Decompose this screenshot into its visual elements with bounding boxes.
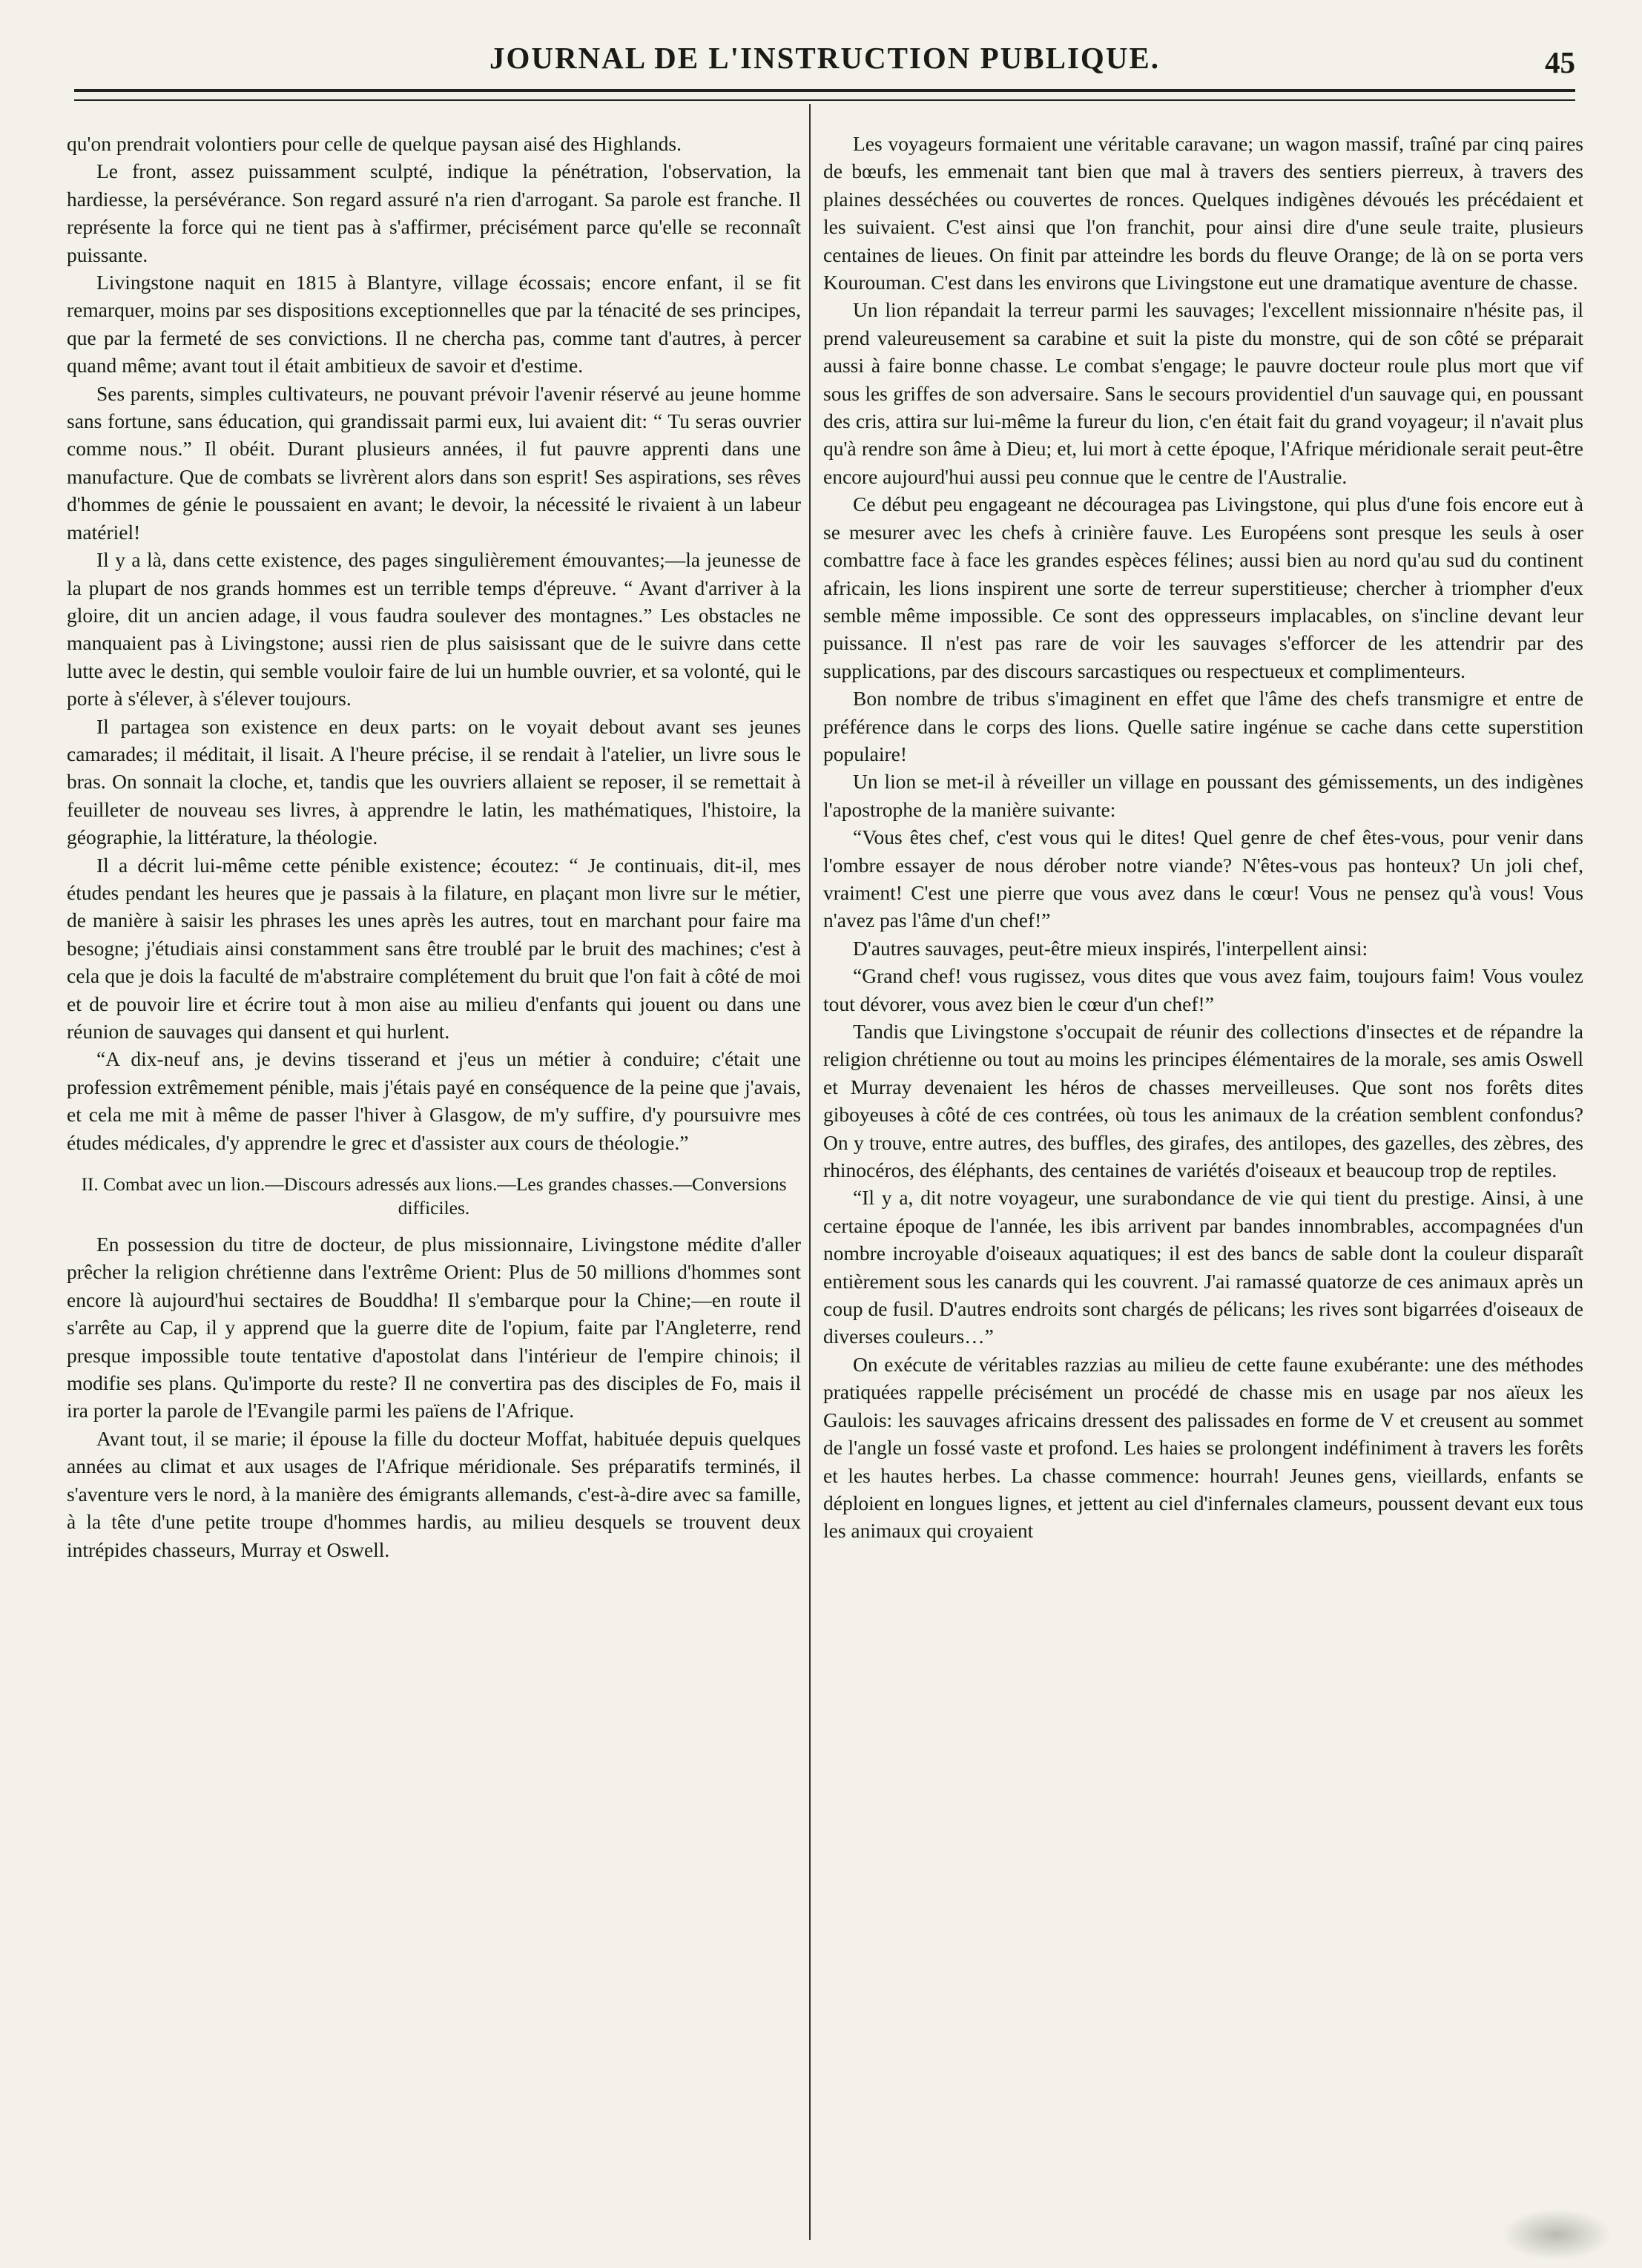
page-number: 45	[1545, 45, 1575, 79]
paragraph: “A dix-neuf ans, je devins tisserand et j'eus un métier à conduire; c'était une profession extrêmement pénible, mais j'étais payé en conséquence de la peine que j'avais, et cela me mit à même de passer l'hiver à Glasgow, de m'y suffire, d'y poursuivre mes études médicales, d'y apprendre le grec et d'assister aux cours de théologie.”	[67, 1047, 801, 1154]
paragraph: Tandis que Livingstone s'occupait de réunir des collections d'insectes et de répandre la religion chrétienne ou tout au moins les principes élémentaires de la morale, ses amis Oswell et Murray devenaient les héros de chasses merveilleuses. Que sont nos forêts dites giboyeuses à côté de ces contrées, où tous les animaux de la création semblent confondus? On y trouve, entre autres, des buffles, des girafes, des antilopes, des gazelles, des zèbres, des rhinocéros, des éléphants, des centaines de variétés d'oiseaux et beaucoup trop de reptiles.	[823, 1020, 1583, 1182]
paragraph: Livingstone naquit en 1815 à Blantyre, village écossais; encore enfant, il se fit remarquer, moins par ses dispositions exceptionnelles que par la ténacité de ses principes, que par la fermeté de ses convictions. Il ne chercha pas, comme tant d'autres, à percer quand même; avant tout il était ambitieux de savoir et d'estime.	[67, 271, 801, 378]
paragraph: Un lion répandait la terreur parmi les sauvages; l'excellent missionnaire n'hésite pas, il prend valeureusement sa carabine et suit la piste du monstre, qui de son côté se préparait aussi à faire bonne chasse. Le combat s'engage; le pauvre docteur roule plus mort que vif sous les griffes de son adversaire. Sans le secours providentiel d'un sauvage qui, en poussant des cris, attira sur lui-même la fureur du lion, c'en était fait du grand voyageur; il n'avait plus qu'à rendre son âme à Dieu; et, lui mort à cette époque, l'Afrique méridionale serait peut-être encore aujourd'hui aussi peu connue que le centre de l'Australie.	[823, 298, 1583, 488]
paragraph: Un lion se met-il à réveiller un village en poussant des gémissements, un des indigènes l'apostrophe de la manière suivante:	[823, 770, 1583, 821]
paragraph: Le front, assez puissamment sculpté, indique la pénétration, l'observation, la hardiesse, la persévérance. Son regard assuré n'a rien d'arrogant. Sa parole est franche. Il représente la force qui ne tient pas à s'affirmer, précisément parce qu'elle se reconnaît puissante.	[67, 159, 801, 266]
section-heading: II. Combat avec un lion.—Discours adressés aux lions.—Les grandes chasses.—Conversions difficiles.	[81, 1173, 787, 1219]
right-column	[823, 130, 1583, 1545]
paragraph: Ce début peu engageant ne découragea pas Livingstone, qui plus d'une fois encore eut à se mesurer avec les chefs à crinière fauve. Les Européens sont presque les seuls à oser combattre face à face les grandes espèces félines; aussi bien au nord qu'au sud du continent africain, les lions inspirent une sorte de terreur superstitieuse; chercher à triompher d'eux semble même impossible. Ce sont des oppresseurs implacables, on s'incline devant leur puissance. Il n'est pas rare de voir les sauvages s'efforcer de les attendrir par des supplications, par des discours sarcastiques ou respectueux et complimenteurs.	[823, 492, 1583, 682]
page-header	[67, 30, 1583, 82]
left-column	[67, 130, 801, 1563]
header-rule-thick	[74, 89, 1575, 92]
paragraph: On exécute de véritables razzias au milieu de cette faune exubérante: une des méthodes pratiquées rappelle précisément un procédé de chasse mis en usage par nos aïeux les Gaulois: les sauvages africains dressent des palissades en forme de V et creusent au sommet de l'angle un fossé vaste et profond. Les haies se prolongent indéfiniment à travers les forêts et les hautes herbes. La chasse commence: hourrah! Jeunes gens, vieillards, enfants se déploient en longues lignes, et jettent au ciel d'infernales clameurs, poussent devant eux tous les animaux qui croyaient	[823, 1352, 1583, 1543]
paragraph: Il partagea son existence en deux parts: on le voyait debout avant ses jeunes camarades; il méditait, il lisait. A l'heure précise, il se rendait à l'atelier, un livre sous le bras. On sonnait la cloche, et, tandis que les ouvriers allaient se reposer, il se remettait à feuilleter de nouveau ses livres, à apprendre le latin, les mathématiques, l'histoire, la géographie, la littérature, la théologie.	[67, 714, 801, 849]
paragraph: Les voyageurs formaient une véritable caravane; un wagon massif, traîné par cinq paires de bœufs, les emmenait tant bien que mal à travers des sentiers pierreux, à travers des plaines desséchées ou couvertes de ronces. Quelques indigènes dévoués les précédaient et les suivaient. C'est ainsi que l'on franchit, pour ainsi dire d'une seule traite, plusieurs centaines de lieues. On finit par atteindre les bords du fleuve Orange; de là on se porta vers Kourouman. C'est dans les environs que Livingstone eut une dramatique aventure de chasse.	[823, 132, 1583, 294]
paragraph: D'autres sauvages, peut-être mieux inspirés, l'interpellent ainsi:	[853, 936, 1368, 960]
paragraph: Il y a là, dans cette existence, des pages singulièrement émouvantes;—la jeunesse de la plupart de nos grands hommes est un terrible temps d'épreuve. “ Avant d'arriver à la gloire, dit un ancien adage, il vous faudra soulever des montagnes.” Les obstacles ne manquaient pas à Livingstone; aussi rien de plus saisissant que de le suivre dans cette lutte avec le destin, qui semble vouloir faire de lui un humble ouvrier, et sa volonté, qui le porte à s'élever, à s'élever toujours.	[67, 548, 801, 711]
paragraph: En possession du titre de docteur, de plus missionnaire, Livingstone médite d'aller prêcher la religion chrétienne dans l'extrême Orient: Plus de 50 millions d'hommes sont encore là aujourd'hui sectaires de Bouddha! Il s'embarque pour la Chine;—en route il s'arrête au Cap, il y apprend que la guerre dite de l'opium, faite par l'Angleterre, rend presque impossible toute tentative d'apostolat dans l'intérieur de l'empire chinois; il modifie ses plans. Qu'importe du reste? Il ne convertira pas des disciples de Fo, mais il ira porter la parole de l'Evangile parmi les païens de l'Afrique.	[67, 1233, 801, 1423]
paper-stain	[1501, 2209, 1612, 2261]
paragraph: Avant tout, il se marie; il épouse la fille du docteur Moffat, habituée depuis quelques années au climat et aux usages de l'Afrique méridionale. Ses préparatifs terminés, il s'aventure vers le nord, à la manière des émigrants allemands, c'est-à-dire avec sa famille, à la tête d'une petite troupe d'hommes hardis, au milieu desquels se trouvent deux intrépides chasseurs, Murray et Oswell.	[67, 1426, 801, 1561]
paragraph: Bon nombre de tribus s'imaginent en effet que l'âme des chefs transmigre et entre de préférence dans le corps des lions. Quelle satire ingénue se cache dans cette superstition populaire!	[823, 687, 1583, 765]
header-rule-thin	[74, 99, 1575, 101]
column-divider	[809, 104, 811, 2240]
paragraph: Ses parents, simples cultivateurs, ne pouvant prévoir l'avenir réservé au jeune homme sans fortune, sans éducation, qui grandissait parmi eux, lui avaient dit: “ Tu seras ouvrier comme nous.” Il obéit. Durant plusieurs années, il fut pauvre apprenti dans une manufacture. Que de combats se livrèrent alors dans son esprit! Ses aspirations, ses rêves d'hommes de génie le poussaient en avant; le devoir, la nécessité le rivaient à un labeur matériel!	[67, 381, 801, 544]
paragraph: “Vous êtes chef, c'est vous qui le dites! Quel genre de chef êtes-vous, pour venir dans l'ombre essayer de nous dérober notre viande? N'êtes-vous pas honteux? Un joli chef, vraiment! C'est une pierre que vous avez dans le cœur! Vous ne pensez qu'à vous! Vous n'avez pas l'âme d'un chef!”	[823, 825, 1583, 932]
journal-title: JOURNAL DE L'INSTRUCTION PUBLIQUE.	[489, 41, 1161, 75]
paragraph: “Grand chef! vous rugissez, vous dites que vous avez faim, toujours faim! Vous voulez tout dévorer, vous avez bien le cœur d'un chef!”	[823, 964, 1583, 1015]
paragraph: Il a décrit lui-même cette pénible existence; écoutez: “ Je continuais, dit-il, mes études pendant les heures que je passais à la filature, en plaçant mon livre sur le métier, de manière à saisir les phrases les unes après les autres, tout en marchant pour faire ma besogne; j'étudiais ainsi constamment sans être troublé par le bruit des machines; c'est à cela que je dois la faculté de m'abstraire complétement du bruit que l'on fait à côté de moi et de pouvoir lire et écrire tout à mon aise au milieu d'enfants qui jouent ou dans une réunion de sauvages qui dansent et qui hurlent.	[67, 853, 801, 1043]
paragraph: “Il y a, dit notre voyageur, une surabondance de vie qui tient du prestige. Ainsi, à une certaine époque de l'année, les ibis arrivent par bandes innombrables, accompagnées d'un nombre incroyable d'oiseaux aquatiques; il est des bancs de sable dont la couleur disparaît entièrement sous les canards qui les couvrent. J'ai ramassé quatorze de ces animaux après un coup de fusil. D'autres endroits sont chargés de pélicans; les rives sont bigarrées d'oiseaux de diverses couleurs…”	[823, 1186, 1583, 1348]
paragraph: qu'on prendrait volontiers pour celle de quelque paysan aisé des Highlands.	[67, 132, 682, 155]
